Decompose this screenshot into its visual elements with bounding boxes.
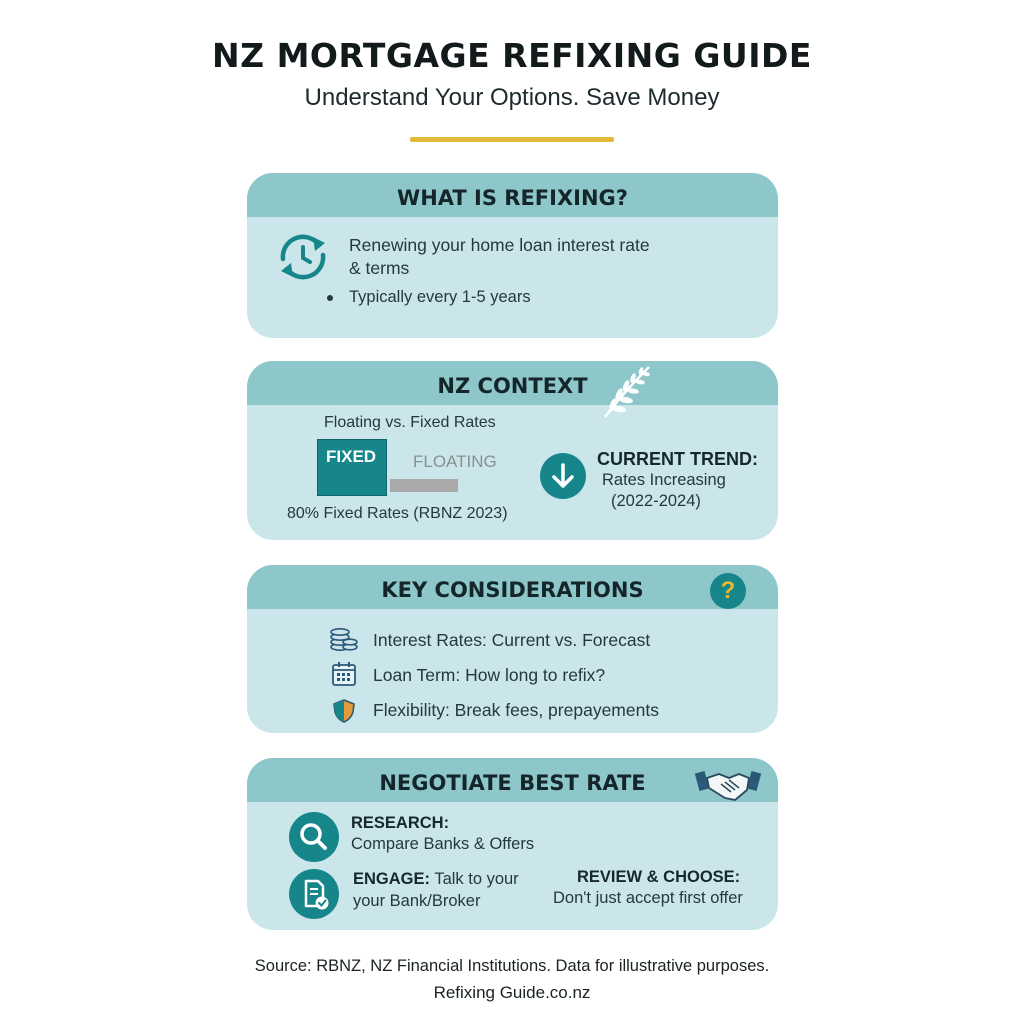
title-divider (410, 137, 614, 142)
shield-icon (332, 698, 356, 724)
clock-refresh-icon (273, 229, 333, 285)
rates-chart-caption: Floating vs. Fixed Rates (324, 414, 496, 431)
research-title: RESEARCH: (351, 814, 450, 832)
trend-line1: Rates Increasing (602, 471, 726, 489)
refixing-frequency: Typically every 1-5 years (349, 288, 531, 306)
consideration-loan-term: Loan Term: How long to refix? (373, 665, 606, 685)
page-subtitle: Understand Your Options. Save Money (304, 84, 720, 111)
floating-rate-label: FLOATING (413, 452, 497, 471)
coins-icon (329, 623, 359, 653)
document-check-icon (289, 869, 339, 919)
card-nz-context (247, 361, 778, 540)
site-link[interactable]: Refixing Guide.co.nz (433, 983, 591, 1002)
engage-text-line2: your Bank/Broker (353, 892, 481, 910)
source-note: Source: RBNZ, NZ Financial Institutions. Data for illustrative purposes. (254, 957, 770, 975)
down-arrow-icon (540, 453, 586, 499)
engage-text-line1: Talk to your (434, 870, 519, 888)
card-heading: KEY CONSIDERATIONS (247, 565, 778, 609)
engage-title (353, 870, 519, 889)
consideration-flexibility: Flexibility: Break fees, prepayements (373, 700, 659, 720)
card-what-is-refixing (247, 173, 778, 338)
trend-title: CURRENT TREND: (597, 449, 758, 469)
fixed-rate-label: FIXED (326, 447, 377, 466)
card-heading: NZ CONTEXT (247, 361, 778, 405)
refixing-definition-line2: & terms (349, 258, 410, 278)
card-key-considerations (247, 565, 778, 733)
floating-rate-bar (390, 479, 458, 492)
refixing-definition-line1: Renewing your home loan interest rate (349, 235, 650, 255)
research-text: Compare Banks & Offers (351, 835, 535, 853)
trend-line2: (2022-2024) (611, 492, 701, 510)
card-heading: WHAT IS REFIXING? (247, 173, 778, 217)
calendar-icon (331, 661, 357, 687)
card-negotiate-best-rate (247, 758, 778, 930)
fern-icon (595, 363, 655, 421)
handshake-icon (695, 764, 761, 806)
search-icon (289, 812, 339, 862)
review-text: Don't just accept first offer (553, 889, 743, 907)
question-icon: ? (710, 573, 746, 609)
card-heading: NEGOTIATE BEST RATE (247, 758, 778, 802)
review-title: REVIEW & CHOOSE: (577, 868, 741, 886)
consideration-interest-rates: Interest Rates: Current vs. Forecast (373, 630, 651, 650)
fixed-rate-stat: 80% Fixed Rates (RBNZ 2023) (287, 505, 508, 522)
page-title: NZ MORTGAGE REFIXING GUIDE (212, 36, 812, 75)
bullet-dot (327, 295, 333, 301)
engage-title-label: ENGAGE: (353, 870, 431, 888)
